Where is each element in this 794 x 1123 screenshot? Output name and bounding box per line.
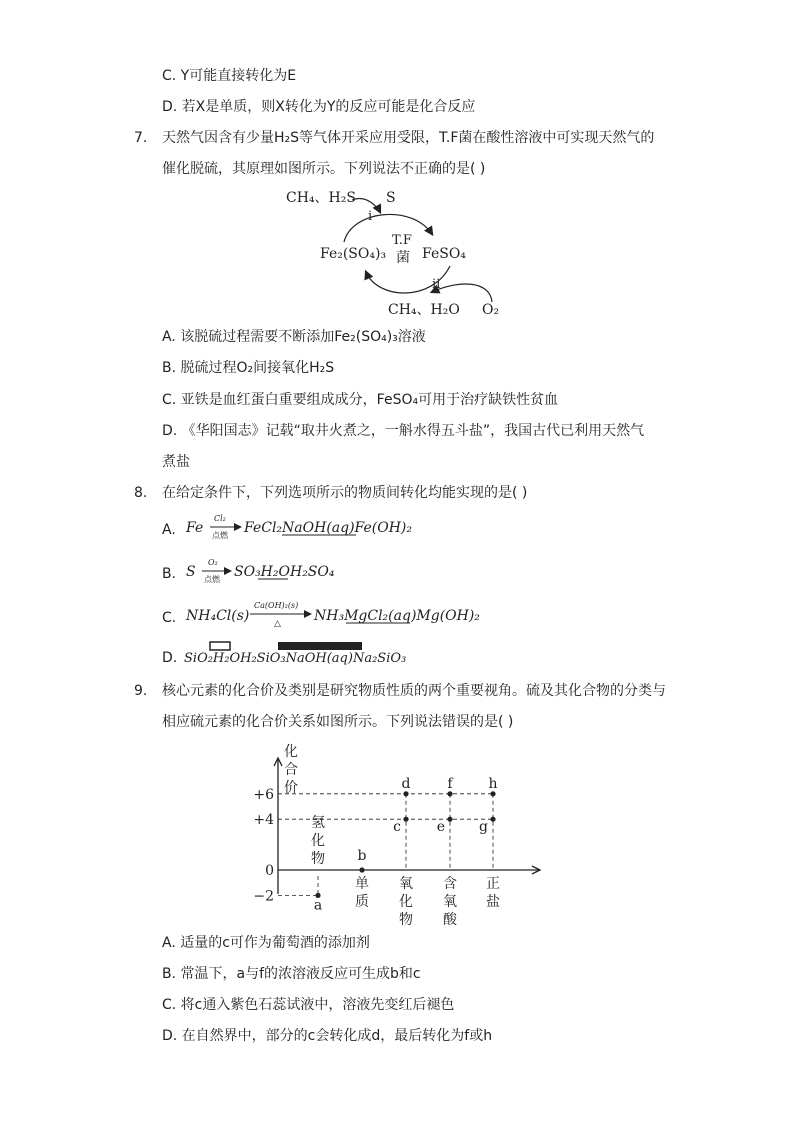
data-point-label-b: b	[357, 848, 367, 864]
option-b-arrow-top: O₂	[208, 558, 218, 567]
option-d-box-1	[210, 642, 230, 650]
x-category-label-char: 正	[486, 876, 500, 892]
data-point-label-f: f	[447, 775, 453, 792]
x-category-label-char: 氧	[399, 876, 413, 892]
data-point-c	[403, 817, 408, 822]
x-category-label-char: 含	[443, 876, 457, 892]
data-point-h	[490, 791, 495, 796]
option-b-arrow-bottom: 点燃	[204, 575, 220, 584]
q7-stem-line2: 催化脱硫，其原理如图所示。下列说法不正确的是( )	[162, 161, 486, 177]
q7-option-b: B. 脱硫过程O₂间接氧化H₂S	[162, 360, 335, 376]
right-species-label: FeSO₄	[422, 246, 466, 262]
diagram-top-left-label: CH₄、H₂S	[286, 190, 356, 206]
x-category-label-char: 单	[355, 876, 369, 892]
y-axis-label-char: 化	[284, 744, 298, 760]
y-tick-label: −2	[253, 888, 274, 905]
data-point-label-g: g	[479, 819, 488, 836]
data-point-e	[447, 817, 452, 822]
option-b-start: S	[186, 564, 196, 580]
q7-option-d-line2: 煮盐	[162, 454, 190, 470]
option-c-arrow-top: Ca(OH)₂(s)	[254, 601, 299, 610]
x-category-label-char: 化	[399, 894, 413, 910]
x-category-label-char: 物	[399, 912, 413, 928]
q8-option-b	[160, 554, 460, 586]
option-c-start: NH₄Cl(s)	[186, 608, 250, 624]
y-tick-label: +6	[253, 786, 274, 803]
x-category-label-char: 酸	[443, 912, 457, 928]
q8-option-c	[160, 596, 500, 630]
option-c-arrow-bottom: △	[274, 619, 281, 629]
q9-number: 9.	[134, 683, 148, 699]
data-point-label-d: d	[401, 775, 411, 792]
data-point-d	[403, 791, 408, 796]
q8-number: 8.	[134, 485, 148, 501]
data-point-g	[490, 817, 495, 822]
q7-option-a: A. 该脱硫过程需要不断添加Fe₂(SO₄)₃溶液	[162, 329, 426, 345]
x-category-label-char: 氧	[443, 894, 457, 910]
x-category-label-char: 物	[311, 851, 325, 868]
data-point-label-h: h	[488, 775, 498, 792]
q8-option-d	[160, 640, 460, 670]
q8-option-a	[160, 510, 460, 542]
option-a-arrow-bottom: 点燃	[212, 531, 228, 540]
option-a-start: Fe	[186, 520, 204, 536]
q9-option-a: A. 适量的c可作为葡萄酒的添加剂	[162, 935, 370, 951]
option-d-text: SiO₂H₂OH₂SiO₃NaOH(aq)Na₂SiO₃	[184, 651, 407, 666]
q7-option-d-line1: D. 《华阳国志》记载“取井火煮之，一斛水得五斗盐”，我国古代已利用天然气	[162, 423, 645, 439]
q7-stem-line1: 天然气因含有少量H₂S等气体开采应用受限，T.F菌在酸性溶液中可实现天然气的	[162, 130, 655, 146]
y-axis-label-char: 价	[284, 780, 298, 796]
center-label-1: T.F	[392, 233, 412, 248]
option-d-box-2	[278, 642, 362, 650]
x-category-label-char: 盐	[486, 894, 500, 910]
q9-stem-line2: 相应硫元素的化合价关系如图所示。下列说法错误的是( )	[162, 714, 514, 730]
y-axis-label-char: 合	[284, 762, 298, 778]
data-point-label-a: a	[313, 897, 323, 914]
x-category-label-char: 化	[311, 833, 325, 850]
bottom-species-label: CH₄、H₂O	[388, 302, 460, 318]
x-category-label-char: 质	[355, 894, 369, 910]
upper-arc-arrow	[352, 199, 380, 212]
left-to-right-arc	[344, 214, 432, 242]
q7-number: 7.	[134, 130, 148, 146]
left-species-label: Fe₂(SO₄)₃	[320, 246, 387, 262]
data-point-label-e: e	[436, 819, 445, 836]
center-label-2: 菌	[396, 250, 410, 266]
prev-option-d: D. 若X是单质，则X转化为Y的反应可能是化合反应	[162, 99, 476, 115]
option-d-label: D.	[162, 650, 178, 666]
o2-label: O₂	[482, 302, 500, 318]
data-point-label-c: c	[393, 819, 401, 836]
option-c-label: C.	[162, 610, 177, 626]
option-c-rest: NH₃MgCl₂(aq)Mg(OH)₂	[314, 608, 480, 624]
option-a-arrow-top: Cl₂	[214, 514, 226, 523]
q9-stem-line1: 核心元素的化合价及类别是研究物质性质的两个重要视角。硫及其化合物的分类与	[162, 683, 666, 699]
o2-arc-arrow	[432, 284, 492, 302]
y-tick-label: 0	[265, 863, 274, 879]
data-point-f	[447, 791, 452, 796]
x-category-label-char: 氢	[311, 815, 325, 832]
option-b-rest: SO₃H₂OH₂SO₄	[234, 564, 335, 580]
option-a-label: A.	[162, 522, 176, 538]
step-i-label: i	[368, 209, 373, 224]
q7-option-c: C. 亚铁是血红蛋白重要组成成分，FeSO₄可用于治疗缺铁性贫血	[162, 392, 559, 408]
q9-option-c: C. 将c通入紫色石蕊试液中，溶液先变红后褪色	[162, 997, 455, 1013]
prev-option-c: C. Y可能直接转化为E	[162, 68, 297, 84]
step-ii-label: ii	[432, 277, 441, 292]
q9-option-b: B. 常温下，a与f的浓溶液反应可生成b和c	[162, 966, 421, 982]
q7-cycle-diagram	[282, 184, 512, 324]
option-a-rest: FeCl₂NaOH(aq)Fe(OH)₂	[244, 520, 413, 536]
diagram-top-right-label: S	[386, 190, 396, 206]
option-b-label: B.	[162, 566, 177, 582]
q8-stem: 在给定条件下，下列选项所示的物质间转化均能实现的是( )	[162, 485, 528, 501]
q9-option-d: D. 在自然界中，部分的c会转化成d，最后转化为f或h	[162, 1028, 493, 1044]
y-tick-label: +4	[253, 812, 274, 829]
valence-chart	[240, 738, 550, 930]
data-point-b	[359, 867, 364, 872]
